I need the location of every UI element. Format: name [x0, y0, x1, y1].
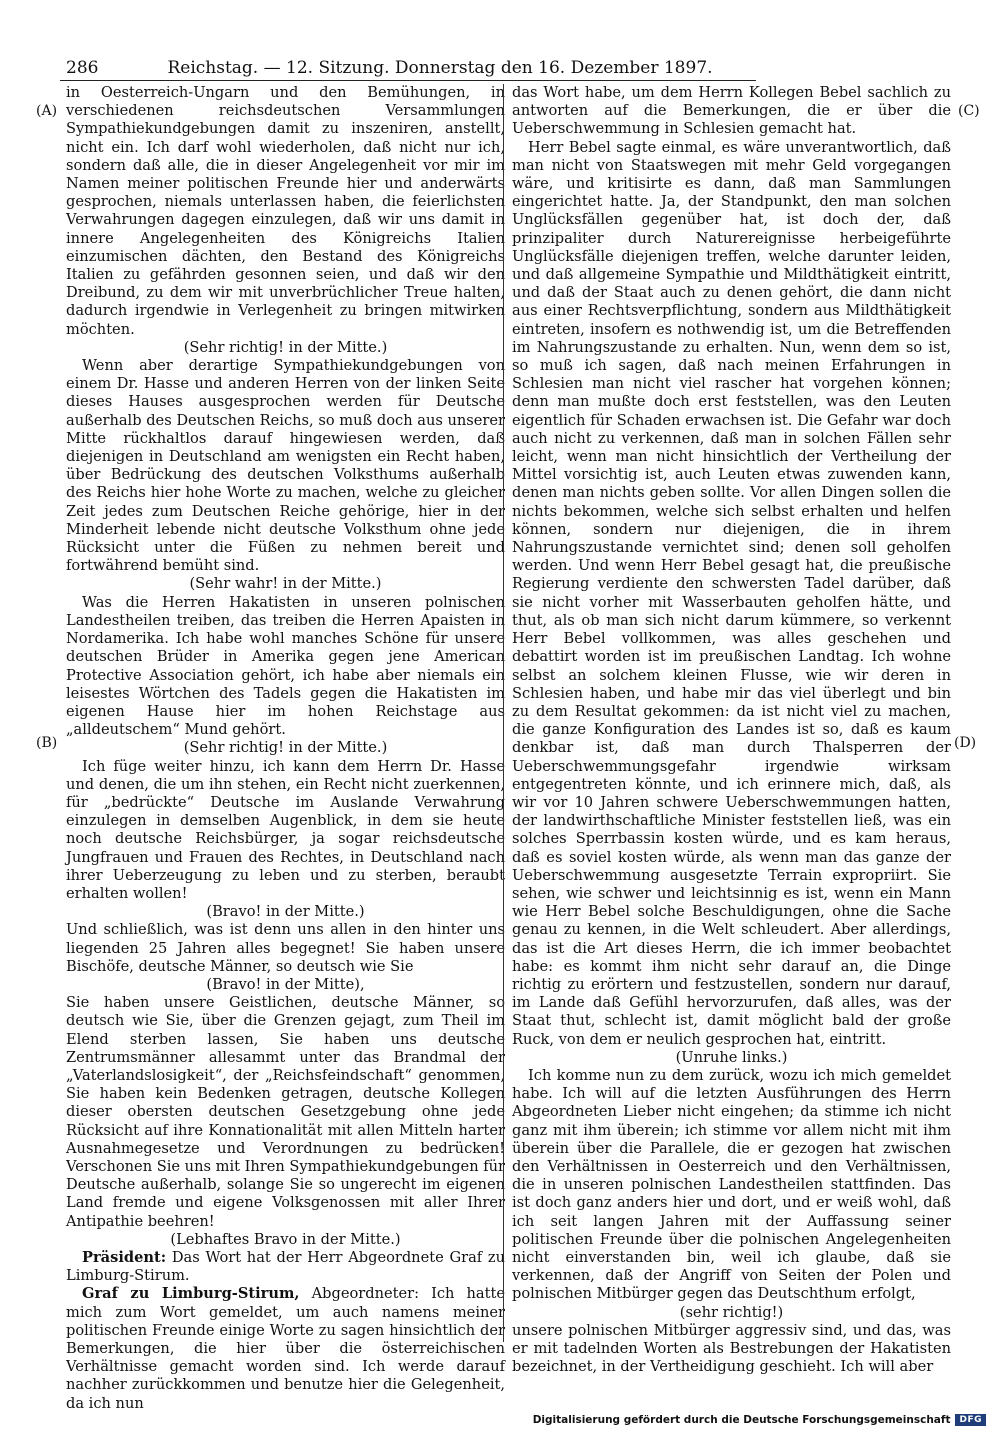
margin-marker-b: (B) [36, 735, 58, 751]
margin-marker-d: (D) [954, 735, 977, 751]
page-number: 286 [66, 58, 99, 78]
paragraph: in Oesterreich-Ungarn und den Bemühungen, in verschiedenen reichsdeutschen Versammlungen Sympathiekundgebungen damit zu inszeniren, anstellt, nicht ein. Ich darf wohl wiederholen, daß nicht nur ich, sondern daß alle, die in dieser Angelegenheit vor mir im Namen meiner politischen Freunde hier und anderwärts gesprochen, niemals unterlassen haben, die feierlichsten Verwahrungen dagegen einzulegen, daß wir uns damit in innere Angelegenheiten des Königreichs Italien einzumischen dächten, den Bestand des Königreichs Italien zu gefährden gesonnen seien, und daß wir den Dreibund, zu dem wir mit unverbrüchlicher Treue halten, dadurch irgendwie in Verlegenheit zu bringen mitwirken möchten. [66, 84, 505, 338]
speaker-name: Graf zu Limburg-Stirum, [82, 1285, 300, 1303]
left-column [66, 84, 506, 1412]
paragraph: Was die Herren Hakatisten in unseren polnischen Landestheilen treiben, das treiben die Herren Apaisten in Nordamerika. Ich habe wohl manches Schöne für unsere deutschen Brüder in Amerika gegen jene American Protective Association gehört, ich habe aber niemals ein leisestes Wörtchen des Tadels gegen die Hakatisten im eigenen Hause hier im hohen Reichstage aus „alldeutschem“ Mund gehört. [66, 593, 505, 739]
interjection: (Sehr richtig! in der Mitte.) [183, 338, 388, 356]
header-rule [60, 80, 756, 81]
funding-credit: Digitalisierung gefördert durch die Deutsche Forschungsgemeinschaft [532, 1414, 951, 1426]
paragraph: Graf zu Limburg-Stirum, Abgeordneter: Ich hatte mich zum Wort gemeldet, um auch namens meiner politischen Freunde einige Worte zu sagen hinsichtlich der Bemerkungen, die hier über die österreichischen Verhältnisse gemacht worden sind. Ich werde darauf nachher zurückkommen und benutze hier die Gelegenheit, da ich nun [66, 1285, 505, 1412]
running-header [66, 56, 754, 80]
paragraph: Herr Bebel sagte einmal, es wäre unverantwortlich, daß man nicht von Staatswegen mit mehr Geld vorgegangen wäre, und kritisirte es dann, daß man Sammlungen eingerichtet hatte. Ja, der Standpunkt, den man solchen Unglücksfällen gegenüber hat, ist doch der, daß prinzipaliter durch Naturereignisse herbeigeführte Unglücksfälle diejenigen treffen, welche darunter leiden, und daß allgemeine Sympathie und Mildthätigkeit eintritt, und daß der Staat auch zu denen gehört, die dann nicht aus einer Rechtsverpflichtung, sondern aus Mildthätigkeit eintreten, insofern es nothwendig ist, um die Betreffenden im Nahrungszustande zu erhalten. Nun, wenn dem so ist, so muß ich sagen, daß nach meinen Erfahrungen in Schlesien man nicht viel rascher hat vorgehen können; denn man mußte doch erst feststellen, was den Leuten eigentlich für Schaden erwachsen ist. Die Gefahr war doch auch nicht zu verkennen, daß man in solchen Fällen sehr leicht, wenn man nicht hinsichtlich der Vertheilung der Mittel vorsichtig ist, auch Leuten etwas zuwenden kann, denen man nichts geben sollte. Vor allen Dingen sollen die nichts bekommen, welche sich selbst erhalten und helfen können, sondern nur diejenigen, die in ihrem Nahrungszustande vernichtet sind; denen soll geholfen werden. Und wenn Herr Bebel gesagt hat, die preußische Regierung verdiente den schwersten Tadel darüber, daß sie nicht vorher mit Wasserbauten geholfen hätte, und thut, als ob man sich nicht darum kümmere, so verkennt Herr Bebel vollkommen, was alles geschehen und debattirt worden ist im preußischen Landtag. Ich wohne selbst an solchem kleinen Flusse, wie wir deren in Schlesien haben, und habe mir das viel überlegt und bin zu dem Resultat gekommen: da ist nicht viel zu machen, die ganze Konfiguration des Landes ist so, daß es kaum denkbar ist, daß man durch Thalsperren der Ueberschwemmungsgefahr irgendwie wirksam entgegentreten könnte, und ich erinnere mich, daß, als wir vor 10 Jahren schwere Ueberschwemmungen hatten, der landwirthschaftliche Minister feststellen ließ, was ein solches Sperrbassin kosten würde, und es kam heraus, daß es soviel kosten würde, als wenn man das ganze der Ueberschwemmung ausgesetzte Terrain expropriirt. Sie sehen, wie schwer und leichtsinnig es ist, wenn ein Mann wie Herr Bebel solche Beschuldigungen, ohne die Sache genau zu kennen, in die Welt schleudert. Aber allerdings, das ist die Art dieses Herrn, die ich immer beobachtet habe: es kommt ihm nicht sehr darauf an, die Dinge richtig zu erörtern und festzustellen, sondern nur darauf, im Lande daß Gefühl hervorzurufen, daß alles, was der Staat thut, schlecht ist, damit möglicht bald der große Ruck, von dem er neulich gesprochen hat, eintritt. [512, 138, 951, 1048]
paragraph: unsere polnischen Mitbürger aggressiv sind, und das, was er mit tadelnden Worten als Bestrebungen der Hakatisten bezeichnet, in der Vertheidigung geschieht. Ich will aber [512, 1321, 951, 1376]
interjection: (Lebhaftes Bravo in der Mitte.) [170, 1230, 401, 1248]
interjection: (Bravo! in der Mitte), [206, 975, 365, 993]
column-divider [503, 84, 504, 1342]
speaker-name: Präsident: [82, 1249, 167, 1266]
interjection: (sehr richtig!) [679, 1303, 784, 1321]
paragraph: Präsident: Das Wort hat der Herr Abgeordnete Graf zu Limburg-Stirum. [66, 1249, 505, 1285]
interjection: (Sehr wahr! in der Mitte.) [189, 575, 382, 593]
margin-marker-c: (C) [958, 103, 980, 119]
digitization-footer [533, 1414, 986, 1426]
paragraph: Ich komme nun zu dem zurück, wozu ich mich gemeldet habe. Ich will auf die letzten Ausführungen des Herrn Abgeordneten Lieber nicht eingehen; da stimme ich nicht ganz mit ihm überein; ich stimme vor allem nicht mit ihm überein über die Parallele, die er gezogen hat zwischen den Verhältnissen in Oesterreich und den Verhältnissen, die in unseren polnischen Landestheilen stattfinden. Das ist doch ganz anders hier und dort, und er weiß wohl, daß ich seit langen Jahren mit der Auffassung seiner politischen Freunde über die polnischen Angelegenheiten nicht einverstanden bin, weil ich glaube, daß sie verkennen, daß der Angriff von Seiten der Polen und polnischen Mitbürger gegen das Deutschthum erfolgt, [512, 1066, 951, 1303]
interjection: (Bravo! in der Mitte.) [206, 903, 365, 921]
interjection: (Sehr richtig! in der Mitte.) [183, 739, 388, 757]
dfg-logo: DFG [955, 1414, 986, 1426]
paragraph: Ich füge weiter hinzu, ich kann dem Herrn Dr. Hasse und denen, die um ihn stehen, ein Recht nicht zuerkennen, für „bedrückte“ Deutsche im Auslande Verwahrung einzulegen in demselben Augenblick, in dem sie heute noch deutsche Reichsbürger, ja sogar reichsdeutsche Jungfrauen und Frauen des Rechtes, in Deutschland nach ihrer Ueberzeugung zu leben und zu sterben, beraubt erhalten wollen! [66, 757, 505, 902]
paragraph: Sie haben unsere Geistlichen, deutsche Männer, so deutsch wie Sie, über die Grenzen gejagt, zum Theil im Elend sterben lassen, Sie haben uns deutsche Zentrumsmänner allesammt unter das Brandmal der „Vaterlandslosigkeit“, der „Reichsfeindschaft“ genommen, Sie haben kein Bedenken getragen, deutsche Kollegen dieser obersten deutschen Gesetzgebung ohne jede Rücksicht auf ihre Konnationalität mit allen Mitteln harter Ausnahmegesetze und Verordnungen zu bedrücken! Verschonen Sie uns mit Ihren Sympathiekundgebungen für Deutsche außerhalb, solange Sie so ungerecht im eigenen Land fremde und eigene Volksgenossen mit aller Ihrer Antipathie beehren! [66, 994, 506, 1230]
paragraph: Und schließlich, was ist denn uns allen in den hinter uns liegenden 25 Jahren alles begegnet! Sie haben unsere Bischöfe, deutsche Männer, so deutsch wie Sie [66, 921, 505, 975]
interjection: (Unruhe links.) [675, 1048, 788, 1066]
margin-marker-a: (A) [36, 103, 58, 119]
paragraph: das Wort habe, um dem Herrn Kollegen Bebel sachlich zu antworten auf die Bemerkungen, die er über die Ueberschwemmung in Schlesien gemacht hat. [512, 84, 951, 138]
running-title: Reichstag. — 12. Sitzung. Donnerstag den 16. Dezember 1897. [167, 58, 713, 78]
paragraph: Wenn aber derartige Sympathiekundgebungen von einem Dr. Hasse und anderen Herren von der linken Seite dieses Hauses ausgesprochen werden für Deutsche außerhalb des Deutschen Reichs, so muß doch aus unserer Mitte rückhaltlos darauf hingewiesen werden, daß diejenigen in Deutschland am wenigsten ein Recht haben, über Bedrückung des deutschen Volksthums außerhalb des Reichs hier hohe Worte zu machen, welche zu gleicher Zeit jedes zum Deutschen Reiche gehörige, hier in der Minderheit lebende nicht deutsche Volksthum ohne jede Rücksicht unter die Füßen zu nehmen bereit und fortwährend bemüht sind. [66, 357, 505, 575]
right-column [512, 84, 951, 1376]
